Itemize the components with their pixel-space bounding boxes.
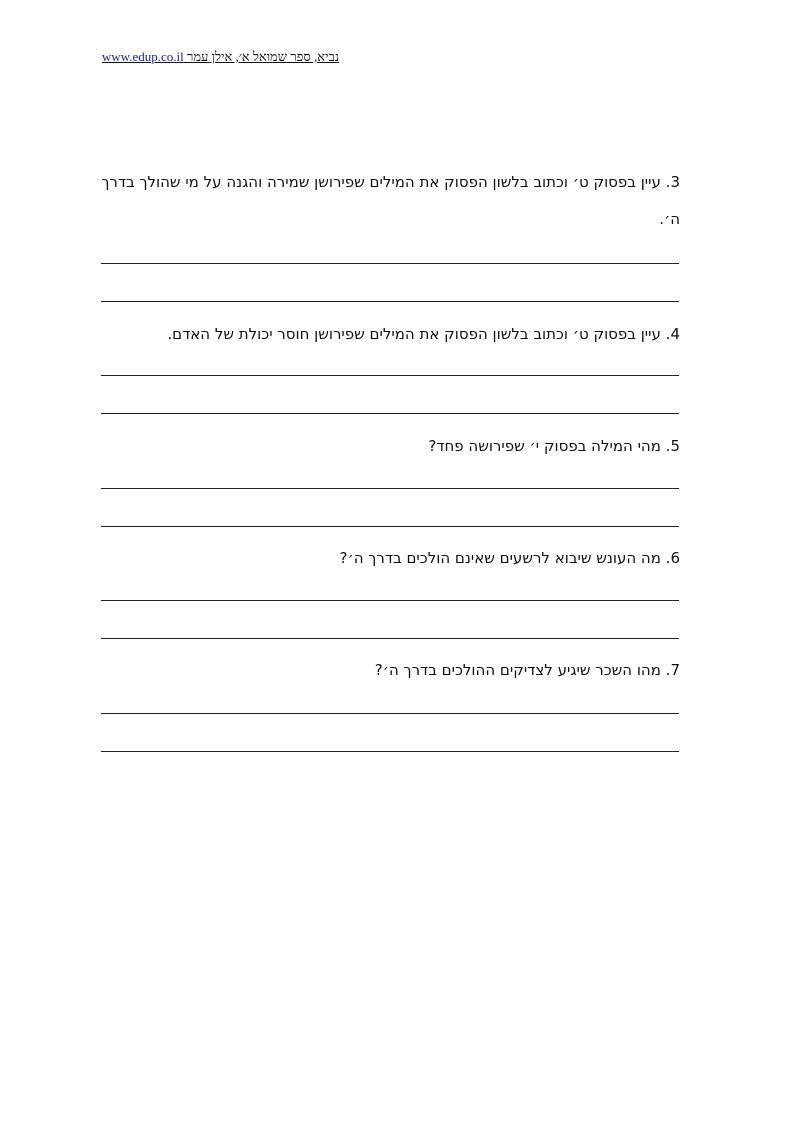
header-source-text: נביא, ספר שמואל א׳, אילן עמר (186, 49, 339, 64)
answer-line-q4-2[interactable] (101, 413, 679, 414)
question-3: 3. עיין בפסוק ט׳ וכתוב בלשון הפסוק את המילים שפירושן שמירה והגנה על מי שהולך בדרך ה׳. (101, 173, 680, 228)
answer-line-q6-2[interactable] (101, 638, 679, 639)
answer-line-q4-1[interactable] (101, 375, 679, 376)
answer-line-q3-2[interactable] (101, 301, 679, 302)
answer-line-q7-2[interactable] (101, 751, 679, 752)
header-site-link[interactable]: www.edup.co.il (101, 49, 184, 64)
answer-line-q6-1[interactable] (101, 600, 679, 601)
page-header (102, 49, 339, 65)
answer-line-q3-1[interactable] (101, 263, 679, 264)
question-6: 6. מה העונש שיבוא לרשעים שאינם הולכים בדרך ה׳? (339, 549, 680, 567)
answer-line-q5-1[interactable] (101, 488, 679, 489)
question-5: 5. מהי המילה בפסוק י׳ שפירושה פחד? (428, 437, 680, 455)
answer-line-q7-1[interactable] (101, 713, 679, 714)
question-4: 4. עיין בפסוק ט׳ וכתוב בלשון הפסוק את המילים שפירושן חוסר יכולת של האדם. (167, 325, 680, 343)
question-7: 7. מהו השכר שיגיע לצדיקים ההולכים בדרך ה׳? (374, 661, 680, 679)
answer-line-q5-2[interactable] (101, 526, 679, 527)
